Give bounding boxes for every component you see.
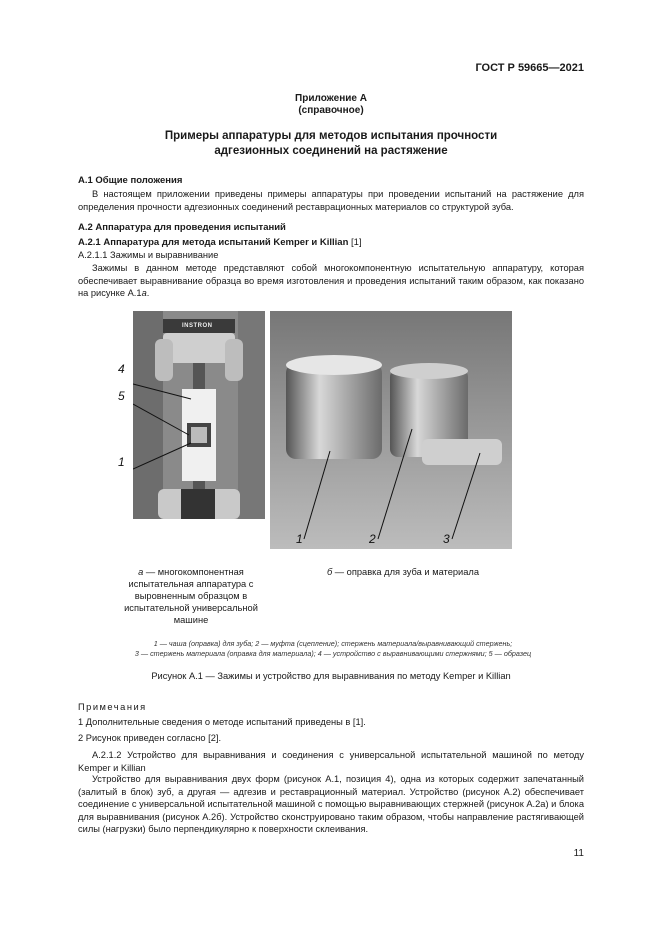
main-title-line2: адгезионных соединений на растяжение: [214, 145, 448, 157]
instron-logo: INSTRON: [182, 323, 213, 329]
section-a21-heading: [78, 237, 362, 248]
item-a211-body: Зажимы в данном методе представляют собой многокомпонентную испытательную аппаратуру, которая обеспечивает выравнивание образца во время изготовления и проведения испытаний таким образом, как показано на рисунке А.1: [78, 263, 584, 298]
caption-b-letter: б: [326, 567, 333, 577]
item-a212-title: А.2.1.2 Устройство для выравнивания и соединения с универсальной испытательной машиной по методу Kemper и Killian: [78, 750, 584, 773]
testing-apparatus-image: [133, 311, 265, 519]
main-title-line1: Примеры аппаратуры для методов испытания прочности: [164, 130, 498, 142]
section-a2-heading: А.2 Аппаратура для проведения испытаний: [78, 222, 286, 233]
document-code: ГОСТ Р 59665—2021: [475, 62, 584, 74]
figure-photo-a: [133, 311, 265, 519]
main-title: [78, 129, 584, 159]
appendix-subtitle: (справочное): [298, 105, 364, 116]
item-a211: А.2.1.1 Зажимы и выравнивание: [78, 250, 219, 260]
section-a21-ref: [1]: [351, 237, 362, 248]
figure-legend: [60, 639, 606, 659]
note-2: 2 Рисунок приведен согласно [2].: [78, 733, 222, 743]
item-a211-text: [78, 262, 584, 300]
item-a212-body: Устройство для выравнивания двух форм (рисунок А.1, позиция 4), одна из которых содержит запечатанный (залитый в блок) зуб, а другая — адгезив и реставрационный материал. Устройство (рисунок А.2) обеспечивает соединение с универсальной испытательной машиной с помощью выравнивающих стержней (рисунок А.2а) и блока для выравнивания (рисунок А.2б). Устройство сконструировано таким образом, чтобы направление растягивающей силы (нагрузки) было перпендикулярно к поверхности склеивания.: [78, 774, 584, 834]
tooth-mandrel-image: [270, 311, 512, 549]
section-a1-heading: А.1 Общие положения: [78, 175, 183, 186]
caption-a: [112, 566, 270, 626]
caption-a-letter: а: [138, 567, 144, 577]
label-b-3: 3: [443, 532, 450, 546]
figure-legend-line2: 3 — стержень материала (оправка для материала); 4 — устройство с выравнивающими стержнями; 5 — образец: [134, 649, 532, 658]
note-1: 1 Дополнительные сведения о методе испытаний приведены в [1].: [78, 717, 366, 727]
label-a-5: 5: [118, 389, 125, 403]
notes-heading: Примечания: [78, 702, 147, 712]
figure-photo-b: [270, 311, 512, 549]
section-a1-text: В настоящем приложении приведены примеры аппаратуры при проведении испытаний на растяжение для определения прочности адгезионных соединений реставрационных материалов со структурой зуба.: [78, 189, 584, 212]
caption-a-text: — многокомпонентная испытательная аппаратура с выровненным образцом в испытательной универсальной машине: [124, 567, 258, 625]
label-a-4: 4: [118, 362, 125, 376]
section-a21-title: А.2.1 Аппаратура для метода испытаний Kemper и Killian: [78, 237, 349, 248]
label-a-1: 1: [118, 455, 125, 469]
caption-b: [308, 566, 498, 578]
figure-title: Рисунок А.1 — Зажимы и устройство для выравнивания по методу Kemper и Killian: [151, 671, 511, 681]
page-number: 11: [573, 848, 584, 859]
label-b-1: 1: [296, 532, 303, 546]
caption-b-text: — оправка для зуба и материала: [332, 567, 480, 577]
label-b-2: 2: [369, 532, 376, 546]
item-a211-end: .: [146, 288, 150, 298]
appendix-title: Приложение А: [295, 93, 367, 104]
figure-legend-line1: 1 — чаша (оправка) для зуба; 2 — муфта (сцепление); стержень материала/выравнивающий стержень;: [153, 639, 513, 648]
item-a211-ref: а: [141, 288, 147, 298]
